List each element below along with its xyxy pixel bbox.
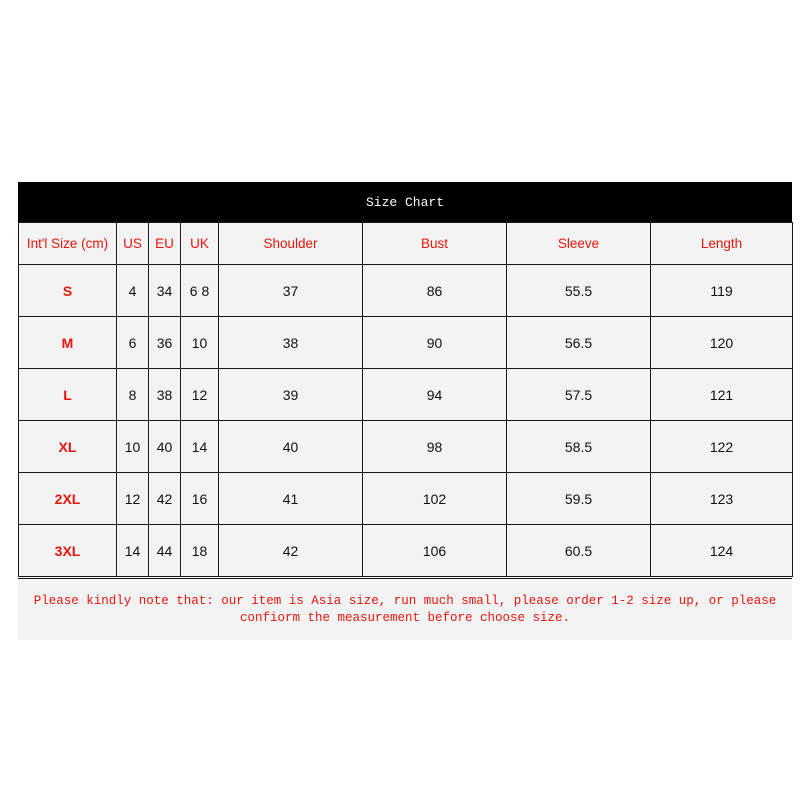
table-row xyxy=(19,317,793,369)
sleeve-cell: 59.5 xyxy=(507,473,651,525)
shoulder-cell: 40 xyxy=(219,421,363,473)
uk-cell: 6 8 xyxy=(181,265,219,317)
length-cell: 119 xyxy=(651,265,793,317)
uk-cell: 12 xyxy=(181,369,219,421)
bust-cell: 98 xyxy=(363,421,507,473)
table-row xyxy=(19,421,793,473)
sleeve-cell: 60.5 xyxy=(507,525,651,577)
bust-cell: 90 xyxy=(363,317,507,369)
us-cell: 14 xyxy=(117,525,149,577)
sleeve-cell: 56.5 xyxy=(507,317,651,369)
size-table xyxy=(18,222,793,577)
us-cell: 6 xyxy=(117,317,149,369)
length-cell: 121 xyxy=(651,369,793,421)
eu-cell: 36 xyxy=(149,317,181,369)
shoulder-cell: 37 xyxy=(219,265,363,317)
shoulder-cell: 42 xyxy=(219,525,363,577)
eu-cell: 40 xyxy=(149,421,181,473)
size-label: L xyxy=(19,369,117,421)
us-cell: 10 xyxy=(117,421,149,473)
uk-cell: 14 xyxy=(181,421,219,473)
eu-cell: 42 xyxy=(149,473,181,525)
sleeve-cell: 58.5 xyxy=(507,421,651,473)
us-cell: 4 xyxy=(117,265,149,317)
header-uk: UK xyxy=(181,223,219,265)
size-label: XL xyxy=(19,421,117,473)
header-length: Length xyxy=(651,223,793,265)
eu-cell: 38 xyxy=(149,369,181,421)
header-us: US xyxy=(117,223,149,265)
header-shoulder: Shoulder xyxy=(219,223,363,265)
eu-cell: 44 xyxy=(149,525,181,577)
eu-cell: 34 xyxy=(149,265,181,317)
length-cell: 123 xyxy=(651,473,793,525)
bust-cell: 94 xyxy=(363,369,507,421)
uk-cell: 16 xyxy=(181,473,219,525)
uk-cell: 10 xyxy=(181,317,219,369)
table-row xyxy=(19,525,793,577)
bust-cell: 102 xyxy=(363,473,507,525)
header-intl-size: Int'l Size (cm) xyxy=(19,223,117,265)
header-bust: Bust xyxy=(363,223,507,265)
length-cell: 120 xyxy=(651,317,793,369)
shoulder-cell: 41 xyxy=(219,473,363,525)
header-sleeve: Sleeve xyxy=(507,223,651,265)
us-cell: 8 xyxy=(117,369,149,421)
size-note-text: Please kindly note that: our item is Asia size, run much small, please order 1-2 size up, or please confiorm the measurement before choose size. xyxy=(33,594,777,625)
table-row xyxy=(19,369,793,421)
table-row xyxy=(19,265,793,317)
us-cell: 12 xyxy=(117,473,149,525)
bust-cell: 106 xyxy=(363,525,507,577)
size-note xyxy=(18,578,792,641)
header-row xyxy=(19,223,793,265)
sleeve-cell: 55.5 xyxy=(507,265,651,317)
uk-cell: 18 xyxy=(181,525,219,577)
header-eu: EU xyxy=(149,223,181,265)
length-cell: 124 xyxy=(651,525,793,577)
size-label: M xyxy=(19,317,117,369)
size-label: 3XL xyxy=(19,525,117,577)
chart-title: Size Chart xyxy=(18,182,792,222)
shoulder-cell: 39 xyxy=(219,369,363,421)
size-chart xyxy=(18,182,792,640)
bust-cell: 86 xyxy=(363,265,507,317)
sleeve-cell: 57.5 xyxy=(507,369,651,421)
table-row xyxy=(19,473,793,525)
size-label: 2XL xyxy=(19,473,117,525)
length-cell: 122 xyxy=(651,421,793,473)
size-label: S xyxy=(19,265,117,317)
shoulder-cell: 38 xyxy=(219,317,363,369)
